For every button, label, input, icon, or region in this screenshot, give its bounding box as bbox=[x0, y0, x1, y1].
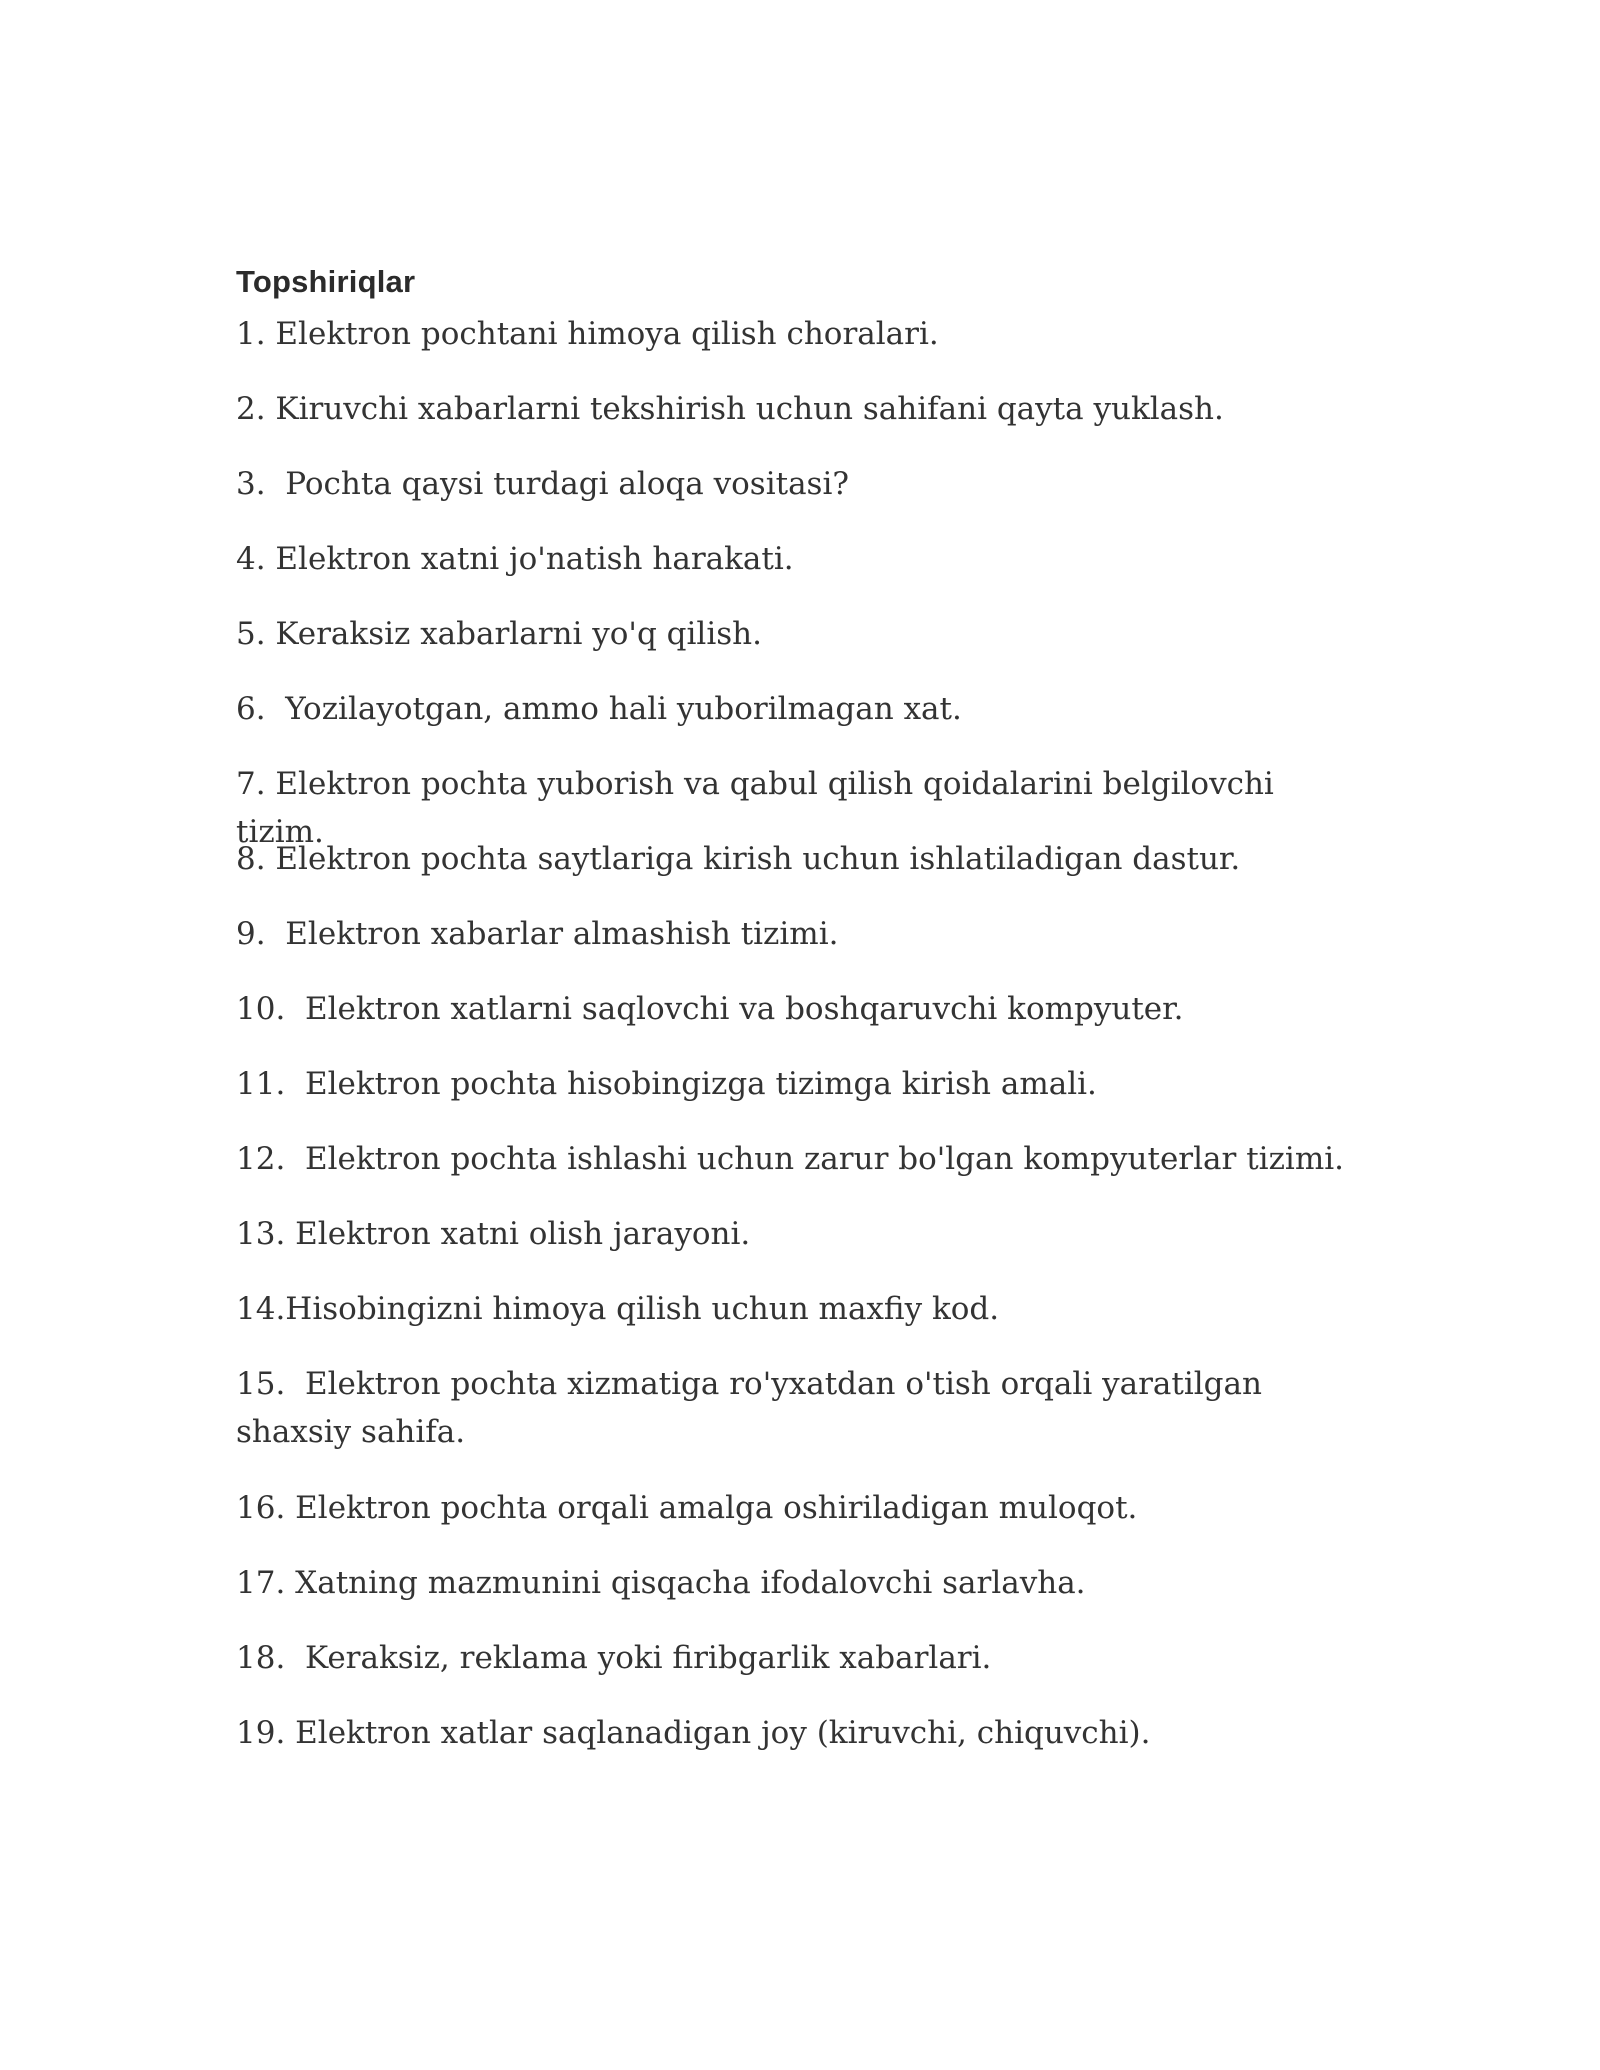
document-heading: Topshiriqlar bbox=[236, 264, 416, 299]
task-item: 5. Keraksiz xabarlarni yo'q qilish. bbox=[236, 616, 762, 652]
task-item: 10. Elektron xatlarni saqlovchi va boshqaruvchi kompyuter. bbox=[236, 991, 1184, 1027]
task-item: 13. Elektron xatni olish jarayoni. bbox=[236, 1216, 751, 1252]
task-item: 6. Yozilayotgan, ammo hali yuborilmagan xat. bbox=[236, 691, 962, 727]
task-item: 16. Elektron pochta orqali amalga oshiriladigan muloqot. bbox=[236, 1490, 1138, 1526]
task-item: 8. Elektron pochta saytlariga kirish uchun ishlatiladigan dastur. bbox=[236, 841, 1241, 877]
task-item: 17. Xatning mazmunini qisqacha ifodalovchi sarlavha. bbox=[236, 1565, 1086, 1601]
task-item: 7. Elektron pochta yuborish va qabul qilish qoidalarini belgilovchi tizim. bbox=[236, 766, 1284, 850]
task-item: 15. Elektron pochta xizmatiga ro'yxatdan o'tish orqali yaratilgan shaxsiy sahifa. bbox=[236, 1366, 1272, 1450]
task-item: 12. Elektron pochta ishlashi uchun zarur bo'lgan kompyuterlar tizimi. bbox=[236, 1141, 1344, 1177]
task-item: 9. Elektron xabarlar almashish tizimi. bbox=[236, 916, 839, 952]
task-item: 2. Kiruvchi xabarlarni tekshirish uchun sahifani qayta yuklash. bbox=[236, 391, 1224, 427]
task-item: 18. Keraksiz, reklama yoki firibgarlik xabarlari. bbox=[236, 1640, 992, 1676]
task-item: 1. Elektron pochtani himoya qilish choralari. bbox=[236, 316, 939, 352]
task-item: 3. Pochta qaysi turdagi aloqa vositasi? bbox=[236, 466, 849, 502]
task-item: 14.Hisobingizni himoya qilish uchun maxfiy kod. bbox=[236, 1291, 1000, 1327]
task-item: 4. Elektron xatni jo'natish harakati. bbox=[236, 541, 794, 577]
task-item: 11. Elektron pochta hisobingizga tizimga kirish amali. bbox=[236, 1066, 1097, 1102]
task-item: 19. Elektron xatlar saqlanadigan joy (kiruvchi, chiquvchi). bbox=[236, 1715, 1151, 1751]
